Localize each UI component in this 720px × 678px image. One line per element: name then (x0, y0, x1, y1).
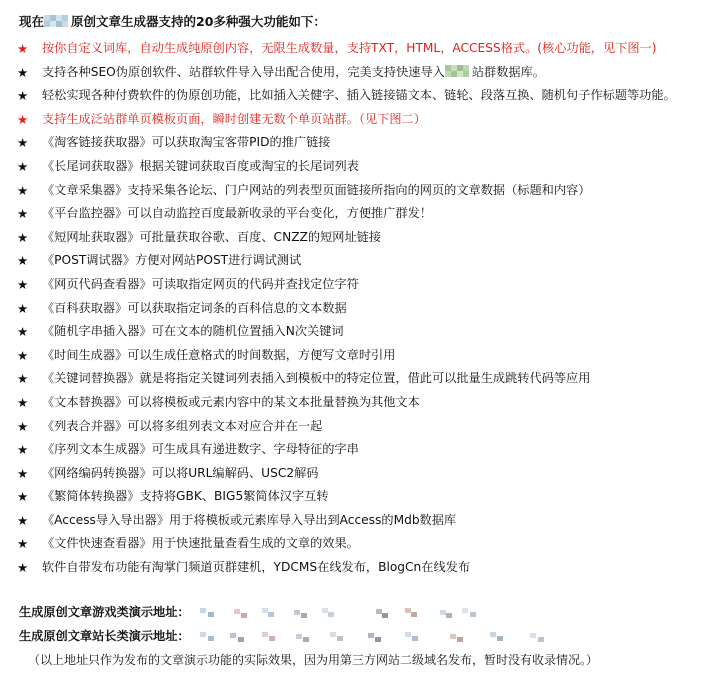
redacted-webmaster-demo-url (200, 632, 570, 643)
feature-item (0, 202, 720, 226)
star-icon: ★ (17, 229, 29, 245)
feature-item (0, 367, 720, 391)
feature-text: 《时间生成器》可以生成任意格式的时间数据，方便写文章时引用 (42, 347, 396, 362)
feature-text: 软件自带发布功能有淘掌门频道页群建机，YDCMS在线发布，BlogCn在线发布 (42, 560, 471, 575)
feature-text: 支持生成泛站群单页模板页面，瞬时创建无数个单页站群。（见下图二） (42, 111, 426, 126)
star-icon: ★ (17, 300, 29, 316)
star-icon: ★ (17, 347, 29, 363)
feature-item (0, 462, 720, 486)
star-icon: ★ (17, 394, 29, 410)
star-icon: ★ (17, 253, 29, 269)
feature-item (0, 320, 720, 344)
star-icon: ★ (17, 536, 29, 552)
redacted-brand-name (44, 15, 71, 28)
feature-text (42, 61, 545, 85)
star-icon: ★ (17, 182, 29, 198)
feature-item (0, 344, 720, 368)
feature-text: 《关键词替换器》就是将指定关键词列表插入到模板中的特定位置，借此可以批量生成跳转代码等应用 (42, 371, 591, 386)
feature-item (0, 249, 720, 273)
feature-item (0, 61, 720, 85)
star-icon: ★ (17, 135, 29, 151)
feature-item (0, 226, 720, 250)
feature-item (0, 108, 720, 132)
star-icon: ★ (17, 442, 29, 458)
feature-item (0, 155, 720, 179)
demo-game-label: 生成原创文章游戏类演示地址： (19, 605, 190, 619)
star-icon: ★ (17, 64, 29, 80)
heading-prefix: 现在 (19, 14, 45, 29)
star-icon: ★ (17, 276, 29, 292)
star-icon: ★ (17, 489, 29, 505)
feature-text: 《淘客链接获取器》可以获取淘宝客带PID的推广链接 (42, 135, 331, 150)
redacted-game-demo-url (200, 608, 490, 619)
star-icon: ★ (17, 371, 29, 387)
intro-heading (19, 11, 326, 33)
feature-item (0, 509, 720, 533)
feature-item (0, 415, 720, 439)
feature-text: 《网络编码转换器》可以将URL编解码、USC2解码 (42, 465, 319, 480)
feature-text: 《百科获取器》可以获取指定词条的百科信息的文本数据 (42, 300, 347, 315)
feature-text: 《Access导入导出器》用于将模板或元素库导入导出到Access的Mdb数据库 (42, 512, 457, 527)
star-icon: ★ (17, 560, 29, 576)
feature-text: 《随机字串插入器》可在文本的随机位置插入N次关键词 (42, 324, 344, 339)
feature-text: 《短网址获取器》可批量获取谷歌、百度、CNZZ的短网址链接 (42, 229, 382, 244)
star-icon: ★ (17, 88, 29, 104)
feature-text: 《文章采集器》支持采集各论坛、门户网站的列表型页面链接所指向的网页的文章数据（标题和内容） (42, 182, 591, 197)
star-icon: ★ (17, 41, 29, 56)
feature-text: 《繁简体转换器》支持将GBK、BIG5繁简体汉字互转 (42, 489, 329, 504)
feature-text: 《POST调试器》方便对网站POST进行调试测试 (42, 253, 302, 268)
feature-item (0, 84, 720, 108)
feature-item (0, 297, 720, 321)
feature-text: 《平台监控器》可以自动监控百度最新收录的平台变化，方便推广群发！ (42, 206, 432, 221)
demo-long-tail-label: 生成原创文章站长类演示地址： (19, 629, 190, 643)
feature-text: 轻松实现各种付费软件的伪原创功能，比如插入关健字、插入链接锚文本、链轮、段落互换、随机句子作标题等功能。 (42, 88, 676, 103)
star-icon: ★ (17, 111, 29, 127)
star-icon: ★ (17, 512, 29, 528)
star-icon: ★ (17, 206, 29, 222)
feature-text: 《网页代码查看器》可读取指定网页的代码并查找定位字符 (42, 276, 359, 291)
heading-suffix: 原创文章生成器支持的20多种强大功能如下： (71, 14, 326, 29)
feature-item (0, 273, 720, 297)
feature-item (0, 556, 720, 580)
star-icon: ★ (17, 465, 29, 481)
feature-item (0, 37, 720, 61)
feature-text: 《列表合并器》可以将多组列表文本对应合并在一起 (42, 418, 323, 433)
feature-text: 《文本替换器》可以将模板或元素内容中的某文本批量替换为其他文本 (42, 394, 420, 409)
feature-item (0, 391, 720, 415)
feature-text: 按你自定义词库，自动生成纯原创内容，无限生成数量，支持TXT，HTML，ACCESS格式。(核心功能，见下图一) (42, 41, 657, 55)
star-icon: ★ (17, 418, 29, 434)
feature-text-after: 站群数据库。 (471, 64, 545, 79)
demo-game-line (19, 601, 190, 623)
feature-text: 《文件快速查看器》用于快速批量查看生成的文章的效果。 (42, 536, 359, 551)
feature-item (0, 532, 720, 556)
redacted-product-name (445, 65, 472, 78)
feature-item (0, 438, 720, 462)
feature-list (0, 37, 720, 580)
feature-item (0, 131, 720, 155)
demo-long-tail-line (19, 625, 190, 647)
feature-text: 《长尾词获取器》根据关键词获取百度或淘宝的长尾词列表 (42, 158, 359, 173)
star-icon: ★ (17, 324, 29, 340)
feature-text-before: 支持各种SEO伪原创软件、站群软件导入导出配合使用，完美支持快速导入 (42, 64, 445, 79)
feature-text: 《序列文本生成器》可生成具有递进数字、字母特征的字串 (42, 442, 359, 457)
disclaimer-note: （以上地址只作为发布的文章演示功能的实际效果，因为用第三方网站二级域名发布，暂时没有收录情况。） (28, 653, 599, 667)
feature-item (0, 485, 720, 509)
star-icon: ★ (17, 158, 29, 174)
feature-item (0, 179, 720, 203)
